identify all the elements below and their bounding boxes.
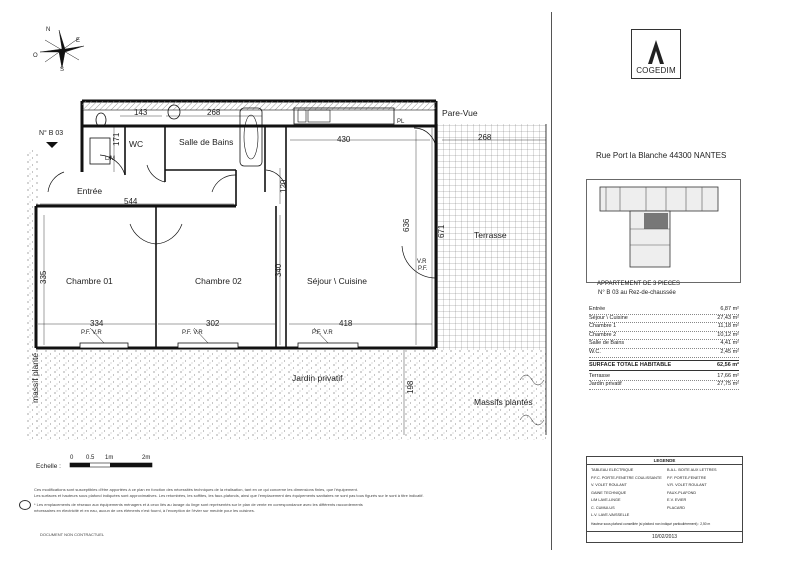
legend-item: B.A.L. BOITE AUX LETTRES bbox=[667, 468, 717, 472]
dim-198: 198 bbox=[406, 380, 415, 394]
area-value: 6,87 m² bbox=[720, 306, 739, 312]
scale-tick-1m: 1m bbox=[105, 455, 114, 461]
key-plan bbox=[586, 179, 741, 283]
mark-vr: V.R bbox=[417, 259, 427, 265]
dim-268-terrace: 268 bbox=[478, 133, 492, 142]
kitchen-counter bbox=[294, 108, 394, 124]
room-bedroom1: Chambre 01 bbox=[66, 276, 113, 286]
area-row bbox=[589, 306, 739, 315]
area-value: 4,41 m² bbox=[720, 340, 739, 347]
room-bedroom2: Chambre 02 bbox=[195, 276, 242, 286]
area-value: 11,18 m² bbox=[717, 323, 739, 330]
note-3: * Les emplacements de réseaux aux équipements ménagers et à ceux liés au lavage du linge sont représentés sur le plan de vente en correspondance avec les différents raccordements bbox=[34, 502, 363, 507]
mark-pfvr-2: P.F. V.R bbox=[182, 330, 203, 336]
dim-143: 143 bbox=[134, 108, 148, 117]
dim-335: 335 bbox=[39, 270, 48, 284]
room-wc: WC bbox=[129, 139, 144, 149]
legend-right-column bbox=[667, 467, 739, 512]
area-row bbox=[589, 323, 739, 332]
apartment-type: APPARTEMENT DE 3 PIECES bbox=[597, 281, 681, 287]
scale-bar-segment bbox=[110, 463, 152, 467]
address: Rue Port la Blanche 44300 NANTES bbox=[596, 151, 727, 160]
scale-bar-segment bbox=[70, 463, 90, 467]
extra-row bbox=[589, 381, 739, 390]
area-row bbox=[589, 332, 739, 341]
dim-171: 171 bbox=[112, 132, 121, 146]
window bbox=[298, 343, 358, 348]
legend-item: P.F.C. PORTE-FENETRE COULISSANTE bbox=[591, 475, 662, 480]
note-1: Ces modifications sont susceptibles d'être apportées à ce plan en fonction des nécessités techniques de la réalisation, tant en ce qui concerne les dimensions finies, que l'équipement. bbox=[34, 487, 358, 492]
note-4: nécessaires en électricité et en eau, aucun de ces éléments n'est fourni, à l'exception de l'évier sur meuble pour les cuisines. bbox=[34, 508, 255, 513]
mark-pl: PL bbox=[397, 119, 405, 125]
cooktop bbox=[298, 110, 306, 122]
dim-671: 671 bbox=[437, 224, 446, 238]
legend-item: L/M LAVE-LINGE bbox=[591, 498, 621, 502]
area-row bbox=[589, 340, 739, 349]
total-area-name: SURFACE TOTALE HABITABLE bbox=[589, 362, 672, 369]
terrace-label: Terrasse bbox=[474, 230, 507, 240]
extra-row bbox=[589, 373, 739, 382]
legend-item: TABLEAU ELECTRIQUE bbox=[591, 468, 634, 472]
compass-rose-icon bbox=[40, 30, 84, 68]
info-icon bbox=[19, 500, 31, 510]
bathtub-basin bbox=[244, 115, 258, 159]
legend-item: L.V. LAVE-VAISSELLE bbox=[591, 513, 630, 517]
door-swing bbox=[156, 224, 182, 244]
legend-item: FAUX-PLAFOND bbox=[667, 490, 697, 495]
door-swing bbox=[414, 128, 436, 150]
legend-title: LEGENDE bbox=[587, 458, 742, 465]
dim-302: 302 bbox=[206, 319, 220, 328]
room-bath: Salle de Bains bbox=[179, 137, 234, 147]
brand-name: COGEDIM bbox=[636, 66, 676, 75]
page-divider bbox=[551, 12, 552, 550]
dim-340: 340 bbox=[274, 263, 283, 277]
screen-label: Pare-Vue bbox=[442, 108, 478, 118]
area-name: Séjour \ Cuisine bbox=[589, 314, 628, 321]
window bbox=[80, 343, 128, 348]
area-value: 2,45 m² bbox=[720, 348, 739, 355]
legend-item: E.V. EVIER bbox=[667, 498, 687, 502]
area-row bbox=[589, 315, 739, 324]
sink bbox=[308, 110, 330, 122]
mark-pfvr-1: P.F. V.R bbox=[81, 330, 102, 336]
legend-item: P.F. PORTE-FENETRE bbox=[667, 475, 707, 480]
massifs-left-label: massif planté bbox=[30, 352, 40, 403]
entry-arrow-icon bbox=[46, 142, 58, 148]
area-name: Chambre 1 bbox=[589, 323, 617, 330]
area-value: 10,12 m² bbox=[717, 331, 739, 338]
dim-334: 334 bbox=[90, 319, 104, 328]
legend-item: C. CUMULUS bbox=[591, 505, 615, 510]
note-2: Les surfaces et hauteurs sous plafond indiquées sont approximatives. Les retombées, les soffites, les faux-plafonds, ainsi que l'emplacement des équipements sanitaires ne sont pas tous figurés sur le sont à titre indicatif. bbox=[34, 493, 424, 498]
extra-value: 17,66 m² bbox=[717, 372, 739, 379]
door-swing bbox=[48, 172, 64, 192]
mark-pf: P.F. bbox=[418, 266, 428, 272]
legend-item: PLACARD bbox=[667, 505, 685, 510]
massifs-right-label: Massifs plantés bbox=[474, 397, 533, 407]
window bbox=[178, 343, 238, 348]
scale-tick-05: 0.5 bbox=[86, 455, 95, 461]
legend-note: Hauteur sous plafond conseillée (si plafond non indiqué particulièrement) : 2,50 m bbox=[591, 522, 711, 526]
bathtub bbox=[240, 108, 262, 166]
garden-label: Jardin privatif bbox=[292, 373, 343, 383]
scale-label: Echelle : bbox=[36, 463, 61, 470]
room-entry: Entrée bbox=[77, 186, 103, 196]
legend-date: 10/02/2013 bbox=[587, 531, 742, 542]
footer-left: DOCUMENT NON CONTRACTUEL bbox=[40, 532, 105, 537]
dim-430: 430 bbox=[337, 135, 351, 144]
area-name: Salle de Bains bbox=[589, 340, 625, 347]
compass-east: E bbox=[76, 38, 81, 44]
mark-lm: L/M bbox=[105, 156, 116, 162]
extra-value: 27,75 m² bbox=[717, 381, 739, 388]
total-area-row bbox=[589, 360, 739, 371]
door-swing bbox=[212, 175, 236, 192]
dim-120: 120 bbox=[279, 179, 288, 193]
scale-tick-2m: 2m bbox=[142, 455, 151, 461]
area-name: Entrée bbox=[589, 306, 606, 312]
extra-name: Jardin privatif bbox=[589, 381, 622, 388]
door-swing bbox=[130, 224, 156, 244]
areas-table bbox=[589, 306, 739, 390]
legend-item: V.R. VOLET ROULANT bbox=[667, 483, 707, 487]
compass-south: S bbox=[60, 67, 65, 73]
dim-544: 544 bbox=[124, 197, 138, 206]
dim-268: 268 bbox=[207, 108, 221, 117]
mark-pfvr-3: P.F. V.R bbox=[312, 330, 333, 336]
area-row bbox=[589, 349, 739, 358]
room-living: Séjour \ Cuisine bbox=[307, 276, 368, 286]
scale-tick-0: 0 bbox=[70, 455, 74, 461]
area-name: Chambre 2 bbox=[589, 331, 617, 338]
legend-left-column bbox=[591, 467, 665, 520]
compass-north: N bbox=[46, 27, 51, 33]
extra-name: Terrasse bbox=[589, 372, 611, 379]
area-name: W.C. bbox=[589, 348, 601, 355]
dim-418: 418 bbox=[339, 319, 353, 328]
legend-item: GAINE TECHNIQUE bbox=[591, 490, 627, 495]
garden-area bbox=[36, 350, 548, 440]
dim-636: 636 bbox=[402, 218, 411, 232]
lot-label: N° B 03 bbox=[39, 130, 64, 137]
legend-box bbox=[586, 456, 743, 543]
area-value: 27,43 m² bbox=[717, 314, 739, 321]
total-area-value: 62,56 m² bbox=[716, 362, 739, 369]
compass-west: O bbox=[33, 53, 38, 59]
apartment-ref: N° B 03 au Rez-de-chaussée bbox=[598, 290, 676, 296]
door-swing bbox=[147, 165, 165, 182]
legend-item: V. VOLET ROULANT bbox=[591, 483, 627, 487]
